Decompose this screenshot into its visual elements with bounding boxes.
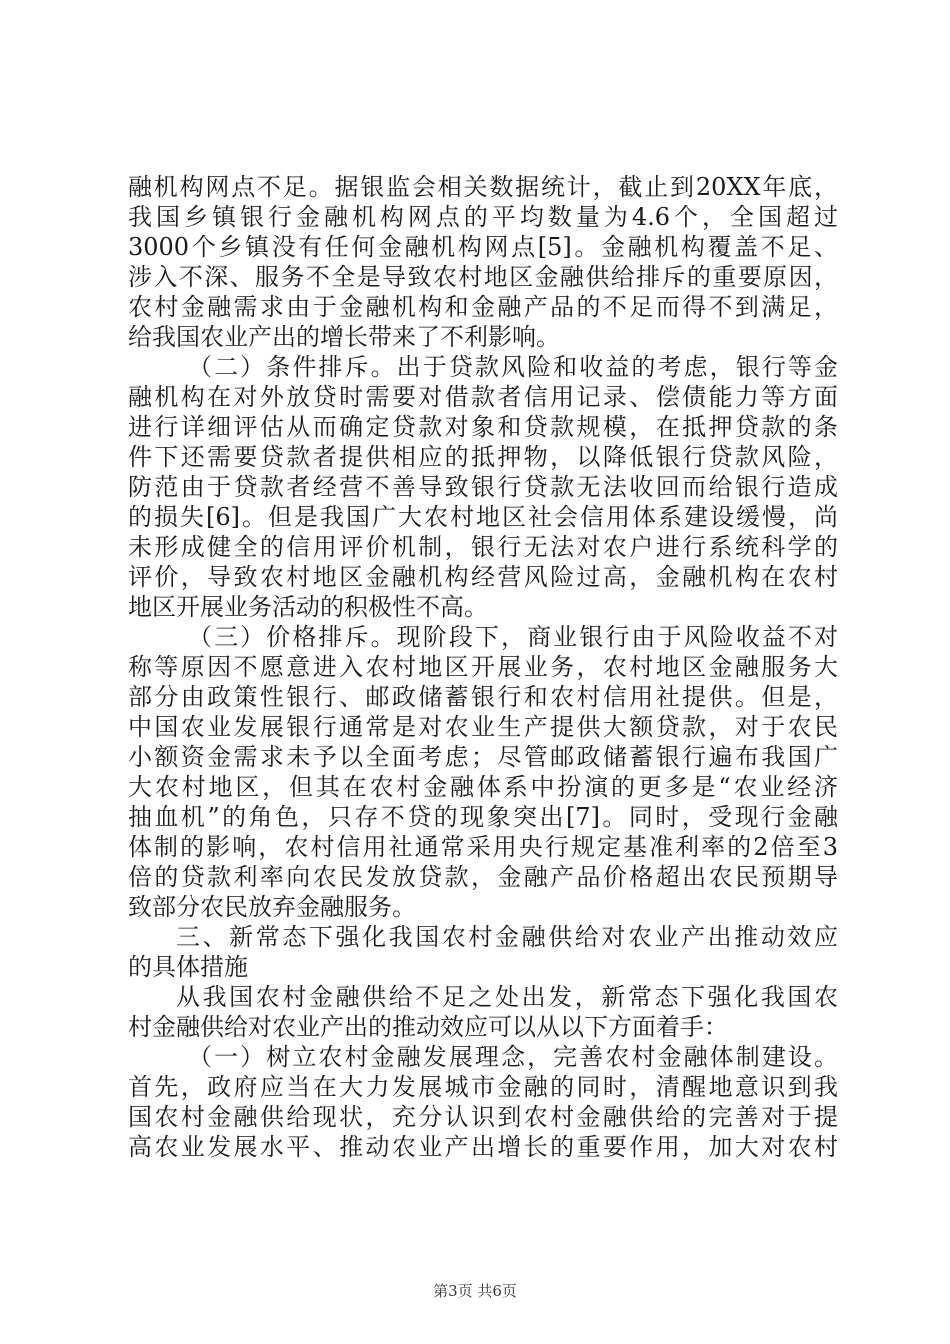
text-line: 防范由于贷款者经营不善导致银行贷款无法收回而给银行造成 bbox=[128, 473, 838, 501]
text-line: 从我国农村金融供给不足之处出发，新常态下强化我国农 bbox=[176, 983, 838, 1011]
text-line: 我国乡镇银行金融机构网点的平均数量为4.6个，全国超过 bbox=[128, 203, 838, 231]
text-line: 进行详细评估从而确定贷款对象和贷款规模，在抵押贷款的条 bbox=[128, 413, 838, 441]
text-line: 的损失[6]。但是我国广大农村地区社会信用体系建设缓慢，尚 bbox=[128, 503, 838, 531]
text-line: 中国农业发展银行通常是对农业生产提供大额贷款，对于农民 bbox=[128, 713, 838, 741]
text-line: 称等原因不愿意进入农村地区开展业务，农村地区金融服务大 bbox=[128, 653, 838, 681]
text-line: 地区开展业务活动的积极性不高。 bbox=[128, 593, 488, 621]
text-line: 融机构网点不足。据银监会相关数据统计，截止到20XX年底， bbox=[128, 173, 838, 201]
text-line: 致部分农民放弃金融服务。 bbox=[128, 893, 416, 921]
text-line: 部分由政策性银行、邮政储蓄银行和农村信用社提供。但是， bbox=[128, 683, 838, 711]
text-line: 国农村金融供给现状，充分认识到农村金融供给的完善对于提 bbox=[128, 1103, 838, 1131]
text-line: （一）树立农村金融发展理念，完善农村金融体制建设。 bbox=[188, 1043, 838, 1071]
text-line: 首先，政府应当在大力发展城市金融的同时，清醒地意识到我 bbox=[128, 1073, 838, 1101]
text-line: 未形成健全的信用评价机制，银行无法对农户进行系统科学的 bbox=[128, 533, 838, 561]
body-text bbox=[128, 172, 838, 1162]
text-line: 倍的贷款利率向农民发放贷款，金融产品价格超出农民预期导 bbox=[128, 863, 838, 891]
text-line: （二）条件排斥。出于贷款风险和收益的考虑，银行等金 bbox=[188, 353, 838, 381]
text-line: （三）价格排斥。现阶段下，商业银行由于风险收益不对 bbox=[188, 623, 838, 651]
text-line: 的具体措施 bbox=[128, 953, 248, 981]
text-line: 3000个乡镇没有任何金融机构网点[5]。金融机构覆盖不足、 bbox=[128, 233, 838, 261]
text-line: 小额资金需求未予以全面考虑；尽管邮政储蓄银行遍布我国广 bbox=[128, 743, 838, 771]
text-line: 抽血机”的角色，只存不贷的现象突出[7]。同时，受现行金融 bbox=[128, 803, 838, 831]
text-line: 融机构在对外放贷时需要对借款者信用记录、偿债能力等方面 bbox=[128, 383, 838, 411]
text-line: 涉入不深、服务不全是导致农村地区金融供给排斥的重要原因， bbox=[128, 263, 838, 291]
text-line: 三、新常态下强化我国农村金融供给对农业产出推动效应 bbox=[176, 923, 838, 951]
text-line: 体制的影响，农村信用社通常采用央行规定基准利率的2倍至3 bbox=[128, 833, 838, 861]
text-line: 评价，导致农村地区金融机构经营风险过高，金融机构在农村 bbox=[128, 563, 838, 591]
text-line: 给我国农业产出的增长带来了不利影响。 bbox=[128, 323, 560, 351]
text-line: 大农村地区，但其在农村金融体系中扮演的更多是“农业经济 bbox=[128, 773, 838, 801]
text-line: 农村金融需求由于金融机构和金融产品的不足而得不到满足， bbox=[128, 293, 838, 321]
page-footer: 第3页 共6页 bbox=[433, 1282, 517, 1300]
text-line: 高农业发展水平、推动农业产出增长的重要作用，加大对农村 bbox=[128, 1133, 838, 1161]
text-line: 村金融供给对农业产出的推动效应可以从以下方面着手： bbox=[128, 1013, 728, 1041]
text-line: 件下还需要贷款者提供相应的抵押物，以降低银行贷款风险， bbox=[128, 443, 838, 471]
